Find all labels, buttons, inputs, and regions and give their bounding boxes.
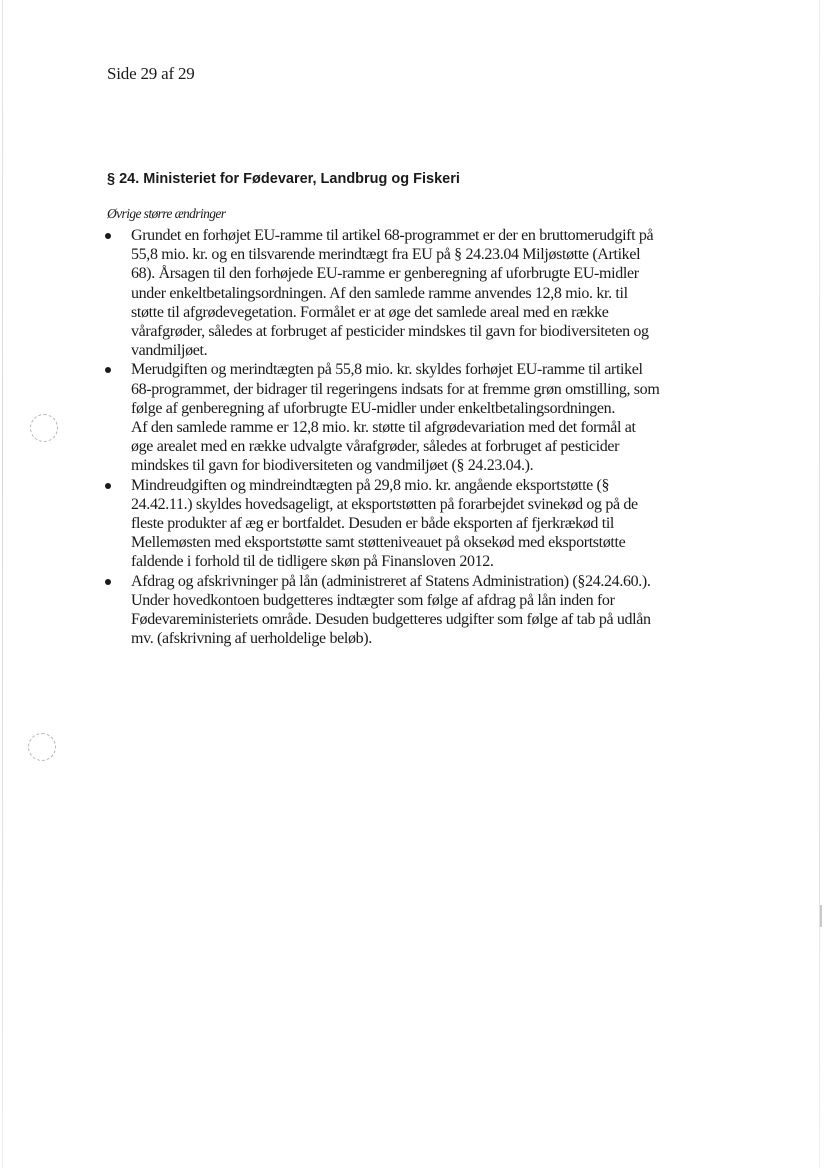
bullet-line: Under hovedkontoen budgetteres indtægter som følge af afdrag på lån inden for	[131, 591, 615, 609]
scan-edge-right	[819, 0, 820, 1168]
section-heading: § 24. Ministeriet for Fødevarer, Landbrug og Fiskeri	[107, 171, 460, 187]
bullet-line: øge arealet med en række udvalgte vårafgrøder, således at forbruget af pesticider	[131, 438, 620, 456]
subheading: Øvrige større ændringer	[107, 206, 226, 221]
punch-hole-mark	[30, 414, 58, 442]
bullet-icon	[105, 367, 111, 373]
bullet-line: fleste produkter af æg er bortfaldet. Desuden er både eksporten af fjerkrækød til	[131, 515, 615, 533]
scan-edge-left	[2, 0, 3, 1168]
bullet-line: 68-programmet, der bidrager til regeringens indsats for at fremme grøn omstilling, som	[131, 380, 660, 398]
bullet-line: mv. (afskrivning af uerholdelige beløb).	[131, 630, 372, 648]
bullet-line: Grundet en forhøjet EU-ramme til artikel 68-programmet er der en bruttomerudgift på	[131, 227, 654, 244]
bullet-line: under enkeltbetalingsordningen. Af den samlede ramme anvendes 12,8 mio. kr. til	[131, 284, 628, 302]
bullet-item	[102, 476, 702, 572]
bullet-line: Fødevareministeriets område. Desuden budgetteres udgifter som følge af tab på udlån	[131, 611, 651, 629]
bullet-item	[102, 572, 702, 649]
bullet-line: vårafgrøder, således at forbruget af pesticider mindskes til gavn for biodiversiteten og	[131, 323, 649, 341]
bullet-line: Merudgiften og merindtægten på 55,8 mio. kr. skyldes forhøjet EU-ramme til artikel	[131, 361, 643, 379]
bullet-line: 55,8 mio. kr. og en tilsvarende merindtægt fra EU på § 24.23.04 Miljøstøtte (Artikel	[131, 246, 641, 264]
bullet-line: 24.42.11.) skyldes hovedsageligt, at eksportstøtten på forarbejdet svinekød og på de	[131, 495, 638, 513]
bullet-line: Mellemøsten med eksportstøtte samt støtteniveauet på oksekød med eksportstøtte	[131, 534, 626, 552]
bullet-line: vandmiljøet.	[131, 342, 208, 360]
bullet-line: Af den samlede ramme er 12,8 mio. kr. støtte til afgrødevariation med det formål at	[131, 419, 636, 437]
bullet-line: Afdrag og afskrivninger på lån (administreret af Statens Administration) (§24.24.60.).	[131, 572, 651, 590]
bullet-line: faldende i forhold til de tidligere skøn på Finansloven 2012.	[131, 553, 494, 571]
punch-hole-mark	[28, 733, 56, 761]
bullet-line: følge af genberegning af uforbrugte EU-midler under enkeltbetalingsordningen.	[131, 399, 615, 417]
bullet-line: 68). Årsagen til den forhøjede EU-ramme er genberegning af uforbrugte EU-midler	[131, 265, 639, 283]
bullet-line: støtte til afgrødevegetation. Formålet er at øge det samlede areal med en række	[131, 303, 609, 321]
bullet-icon	[105, 579, 111, 585]
page-number: Side 29 af 29	[107, 64, 195, 83]
bullet-item	[102, 360, 702, 475]
bullet-list	[102, 226, 702, 648]
bullet-line: Mindreudgiften og mindreindtægten på 29,8 mio. kr. angående eksportstøtte (§	[131, 476, 610, 494]
scan-mark	[820, 905, 822, 927]
bullet-line: mindskes til gavn for biodiversiteten og vandmiljøet (§ 24.23.04.).	[131, 457, 534, 475]
bullet-item	[102, 226, 702, 360]
bullet-icon	[105, 483, 111, 489]
bullet-icon	[105, 233, 111, 239]
